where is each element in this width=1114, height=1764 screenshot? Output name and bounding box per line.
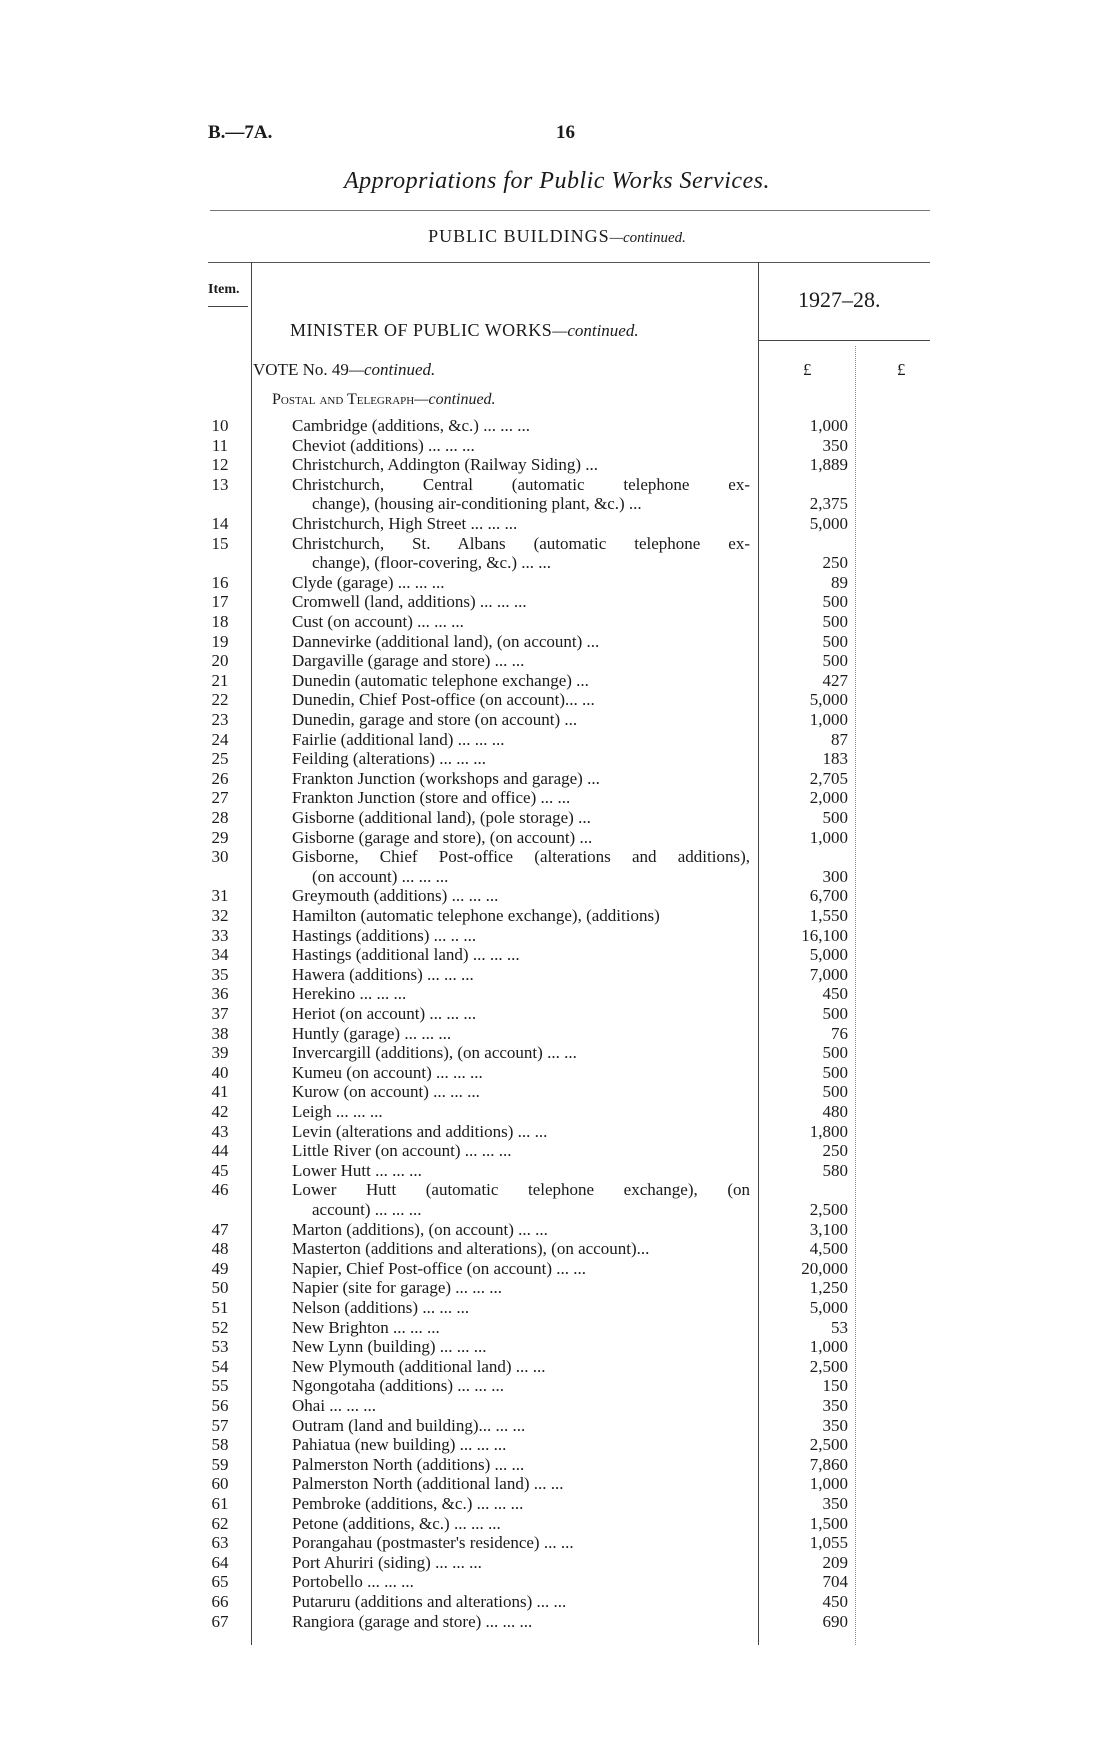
item-number: 39 — [211, 1043, 229, 1063]
group-suffix: —continued. — [414, 391, 496, 408]
item-description: Dunedin (automatic telephone exchange) ... — [292, 670, 589, 690]
item-description: Porangahau (postmaster's residence) ... ... — [292, 1533, 574, 1553]
item-number: 48 — [211, 1239, 229, 1259]
item-description: Nelson (additions) ... ... ... — [292, 1298, 470, 1317]
item-number: 46 — [211, 1180, 229, 1200]
item-amount: 250 — [822, 553, 848, 573]
item-amount: 1,000 — [809, 710, 848, 729]
item-number: 35 — [211, 964, 229, 984]
item-description: Outram (land and building)... ... ... — [292, 1415, 526, 1435]
item-number: 28 — [211, 808, 229, 827]
item-amount: 1,800 — [809, 1121, 848, 1141]
item-description: Kurow (on account) ... ... ... — [292, 1082, 480, 1102]
item-description: New Lynn (building) ... ... ... — [292, 1337, 487, 1357]
item-number: 50 — [211, 1278, 229, 1298]
item-description: Marton (additions), (on account) ... ... — [292, 1219, 548, 1239]
item-number: 14 — [211, 514, 229, 533]
item-number: 61 — [211, 1494, 229, 1513]
item-amount: 1,000 — [809, 416, 848, 435]
item-number: 55 — [211, 1376, 229, 1396]
item-amount: 1,889 — [809, 455, 848, 475]
item-description: Frankton Junction (workshops and garage) ... — [292, 768, 600, 788]
item-amount: 209 — [822, 1552, 848, 1572]
section-heading — [0, 226, 1114, 247]
vote-heading — [253, 360, 435, 380]
item-description: Pahiatua (new building) ... ... ... — [292, 1435, 507, 1455]
item-amount: 1,500 — [809, 1513, 848, 1533]
item-number: 60 — [211, 1474, 229, 1494]
item-number: 66 — [211, 1592, 229, 1611]
item-amount: 480 — [822, 1102, 848, 1121]
year-column-header: 1927–28. — [798, 287, 881, 312]
item-description: Levin (alterations and additions) ... ... — [292, 1121, 548, 1141]
item-amount: 500 — [822, 612, 848, 631]
item-amount: 500 — [822, 1082, 848, 1102]
item-description: Frankton Junction (store and office) ... ... — [292, 788, 571, 808]
item-number: 65 — [211, 1572, 229, 1592]
item-amount: 150 — [822, 1376, 848, 1396]
item-number: 29 — [211, 827, 229, 847]
item-number: 10 — [211, 416, 229, 435]
item-description: Napier, Chief Post-office (on account) ... ... — [292, 1258, 587, 1278]
minister-heading — [290, 320, 639, 341]
item-amount: 1,000 — [809, 1474, 848, 1494]
group-title: Postal and Telegraph — [272, 391, 415, 408]
item-number: 43 — [211, 1121, 229, 1141]
item-description: Herekino ... ... ... — [292, 984, 407, 1004]
item-description: Rangiora (garage and store) ... ... ... — [292, 1611, 533, 1631]
item-number: 52 — [211, 1317, 229, 1337]
item-amount: 690 — [822, 1611, 848, 1631]
item-number: 20 — [211, 651, 229, 671]
item-description: Christchurch, St. Albans (automatic telephone ex- — [292, 533, 750, 553]
item-amount: 89 — [831, 572, 848, 592]
minister-suffix: —continued. — [552, 321, 639, 340]
item-amount: 2,500 — [809, 1435, 848, 1455]
item-number: 38 — [211, 1023, 229, 1043]
item-description: Cambridge (additions, &c.) ... ... ... — [292, 416, 530, 435]
item-number: 62 — [211, 1513, 229, 1533]
item-description: Hawera (additions) ... ... ... — [292, 964, 474, 984]
item-number: 41 — [211, 1082, 229, 1102]
page-number: 16 — [556, 122, 575, 143]
item-description: Dunedin, garage and store (on account) ... — [292, 710, 578, 729]
item-description: Kumeu (on account) ... ... ... — [292, 1062, 483, 1082]
item-amount: 2,000 — [809, 788, 848, 808]
item-number: 49 — [211, 1258, 229, 1278]
item-number: 45 — [211, 1160, 229, 1180]
item-number: 44 — [211, 1141, 229, 1161]
item-number: 67 — [211, 1611, 229, 1631]
item-description: (on account) ... ... ... — [312, 866, 449, 886]
vote-suffix: —continued. — [348, 360, 436, 379]
item-description: Hastings (additions) ... .. ... — [292, 925, 477, 945]
item-amount: 7,860 — [809, 1454, 848, 1474]
item-description: account) ... ... ... — [312, 1200, 422, 1219]
currency-symbol-2: £ — [897, 360, 906, 379]
item-number: 57 — [211, 1415, 229, 1435]
item-description: Napier (site for garage) ... ... ... — [292, 1278, 503, 1298]
item-amount: 2,375 — [809, 494, 848, 514]
item-number: 31 — [211, 886, 229, 906]
title-rule — [210, 210, 930, 211]
item-description: Putaruru (additions and alterations) ... ... — [292, 1592, 567, 1611]
item-description: change), (housing air-conditioning plant, &c.) ... — [312, 494, 642, 514]
item-description: Fairlie (additional land) ... ... ... — [292, 729, 505, 749]
item-number: 36 — [211, 984, 229, 1004]
table-top-rule — [208, 262, 930, 263]
item-number: 37 — [211, 1004, 229, 1023]
item-amount: 1,000 — [809, 827, 848, 847]
item-amount: 1,000 — [809, 1337, 848, 1357]
item-number: 11 — [211, 435, 229, 455]
item-number: 33 — [211, 925, 229, 945]
item-number: 12 — [211, 455, 229, 475]
item-description: Huntly (garage) ... ... ... — [292, 1023, 452, 1043]
item-description: Petone (additions, &c.) ... ... ... — [292, 1513, 501, 1533]
item-amount: 500 — [822, 651, 848, 671]
item-amount: 4,500 — [809, 1239, 848, 1259]
item-amount: 500 — [822, 808, 848, 827]
item-number: 17 — [211, 592, 229, 612]
section-suffix: —continued. — [609, 230, 686, 246]
item-description: Ohai ... ... ... — [292, 1396, 377, 1415]
item-description: Christchurch, Addington (Railway Siding) ... — [292, 455, 598, 475]
item-amount: 76 — [831, 1023, 848, 1043]
item-amount: 350 — [822, 435, 848, 455]
item-amount: 1,055 — [809, 1533, 848, 1553]
item-description: Palmerston North (additional land) ... ... — [292, 1474, 564, 1494]
section-title: PUBLIC BUILDINGS — [428, 226, 610, 246]
item-column-divider — [251, 262, 252, 1645]
item-amount: 1,250 — [809, 1278, 848, 1298]
item-amount: 704 — [822, 1572, 848, 1592]
currency-symbol-1: £ — [803, 360, 812, 379]
item-amount: 500 — [822, 1004, 848, 1023]
page-title: Appropriations for Public Works Services. — [343, 168, 771, 194]
second-amount-column-divider — [855, 346, 856, 1645]
item-amount: 350 — [822, 1396, 848, 1415]
item-amount: 5,000 — [809, 690, 848, 710]
group-heading — [272, 391, 496, 409]
item-description: Greymouth (additions) ... ... ... — [292, 886, 499, 906]
item-amount: 183 — [822, 749, 848, 769]
item-amount: 500 — [822, 592, 848, 612]
item-amount: 450 — [822, 984, 848, 1004]
item-column-header: Item. — [208, 282, 240, 297]
item-amount: 5,000 — [809, 514, 848, 533]
item-number: 51 — [211, 1298, 229, 1317]
item-number: 26 — [211, 768, 229, 788]
item-description: Port Ahuriri (siding) ... ... ... — [292, 1552, 482, 1572]
item-amount: 580 — [822, 1160, 848, 1180]
item-description: Gisborne (garage and store), (on account) ... — [292, 827, 593, 847]
item-number: 54 — [211, 1356, 229, 1376]
item-description: Masterton (additions and alterations), (on account)... — [292, 1239, 650, 1259]
item-amount: 1,550 — [809, 906, 848, 925]
item-description: Leigh ... ... ... — [292, 1102, 383, 1121]
item-description: Ngongotaha (additions) ... ... ... — [292, 1376, 504, 1396]
item-amount: 500 — [822, 631, 848, 651]
item-description: Invercargill (additions), (on account) ... ... — [292, 1043, 577, 1063]
item-description: Hamilton (automatic telephone exchange), (additions) — [292, 906, 660, 925]
item-number: 24 — [211, 729, 229, 749]
item-description: Lower Hutt (automatic telephone exchange), (on — [292, 1180, 750, 1200]
item-description: New Plymouth (additional land) ... ... — [292, 1356, 546, 1376]
item-number: 22 — [211, 690, 229, 710]
item-amount: 16,100 — [801, 925, 848, 945]
item-description: Cust (on account) ... ... ... — [292, 612, 464, 631]
item-amount: 7,000 — [809, 964, 848, 984]
item-description: New Brighton ... ... ... — [292, 1317, 440, 1337]
item-amount: 2,705 — [809, 768, 848, 788]
item-amount: 500 — [822, 1043, 848, 1063]
item-description: Clyde (garage) ... ... ... — [292, 572, 445, 592]
item-number: 64 — [211, 1552, 229, 1572]
item-description: Lower Hutt ... ... ... — [292, 1160, 422, 1180]
item-amount: 500 — [822, 1062, 848, 1082]
item-description: Cromwell (land, additions) ... ... ... — [292, 592, 527, 612]
item-number: 25 — [211, 749, 229, 769]
item-description: Gisborne, Chief Post-office (alterations and additions), — [292, 847, 750, 867]
item-description: Gisborne (additional land), (pole storage) ... — [292, 808, 591, 827]
item-amount: 2,500 — [809, 1356, 848, 1376]
item-number: 53 — [211, 1337, 229, 1357]
item-number: 19 — [211, 631, 229, 651]
item-description: Christchurch, High Street ... ... ... — [292, 514, 518, 533]
item-description: Christchurch, Central (automatic telephone ex- — [292, 474, 750, 494]
item-description: Dargaville (garage and store) ... ... — [292, 651, 525, 671]
item-header-rule — [208, 306, 248, 307]
item-amount: 87 — [831, 729, 848, 749]
item-amount: 250 — [822, 1141, 848, 1161]
item-amount: 2,500 — [809, 1200, 848, 1219]
item-amount: 5,000 — [809, 1298, 848, 1317]
item-amount: 450 — [822, 1592, 848, 1611]
minister-title: MINISTER OF PUBLIC WORKS — [290, 320, 553, 340]
item-number: 40 — [211, 1062, 229, 1082]
item-number: 16 — [211, 572, 229, 592]
item-description: Pembroke (additions, &c.) ... ... ... — [292, 1494, 524, 1513]
item-number: 27 — [211, 788, 229, 808]
item-number: 56 — [211, 1396, 229, 1415]
item-number: 32 — [211, 906, 229, 925]
item-number: 30 — [211, 847, 229, 867]
document-reference: B.—7A. — [208, 122, 273, 143]
item-number: 21 — [211, 670, 229, 690]
item-description: Hastings (additional land) ... ... ... — [292, 945, 520, 965]
item-amount: 3,100 — [809, 1219, 848, 1239]
item-number: 15 — [211, 533, 229, 553]
item-amount: 350 — [822, 1415, 848, 1435]
item-amount: 350 — [822, 1494, 848, 1513]
item-amount: 6,700 — [809, 886, 848, 906]
item-amount: 300 — [822, 866, 848, 886]
item-amount: 20,000 — [801, 1258, 848, 1278]
item-description: Heriot (on account) ... ... ... — [292, 1004, 477, 1023]
item-amount: 53 — [831, 1317, 848, 1337]
year-header-rule — [758, 340, 930, 341]
item-description: Cheviot (additions) ... ... ... — [292, 435, 475, 455]
item-description: Palmerston North (additions) ... ... — [292, 1454, 525, 1474]
item-number: 58 — [211, 1435, 229, 1455]
item-number: 23 — [211, 710, 229, 729]
item-description: Portobello ... ... ... — [292, 1572, 414, 1592]
item-amount: 427 — [822, 670, 848, 690]
item-number: 18 — [211, 612, 229, 631]
item-number: 63 — [211, 1533, 229, 1553]
item-number: 47 — [211, 1219, 229, 1239]
item-number: 42 — [211, 1102, 229, 1121]
item-number: 13 — [211, 474, 229, 494]
item-description: Feilding (alterations) ... ... ... — [292, 749, 487, 769]
item-description: Dunedin, Chief Post-office (on account)... ... — [292, 690, 595, 710]
item-description: Little River (on account) ... ... ... — [292, 1141, 512, 1161]
vote-title: VOTE No. 49 — [253, 360, 349, 379]
item-number: 59 — [211, 1454, 229, 1474]
item-description: change), (floor-covering, &c.) ... ... — [312, 553, 551, 573]
amount-column-divider — [758, 262, 759, 1645]
item-description: Dannevirke (additional land), (on account) ... — [292, 631, 600, 651]
item-number: 34 — [211, 945, 229, 965]
item-amount: 5,000 — [809, 945, 848, 965]
